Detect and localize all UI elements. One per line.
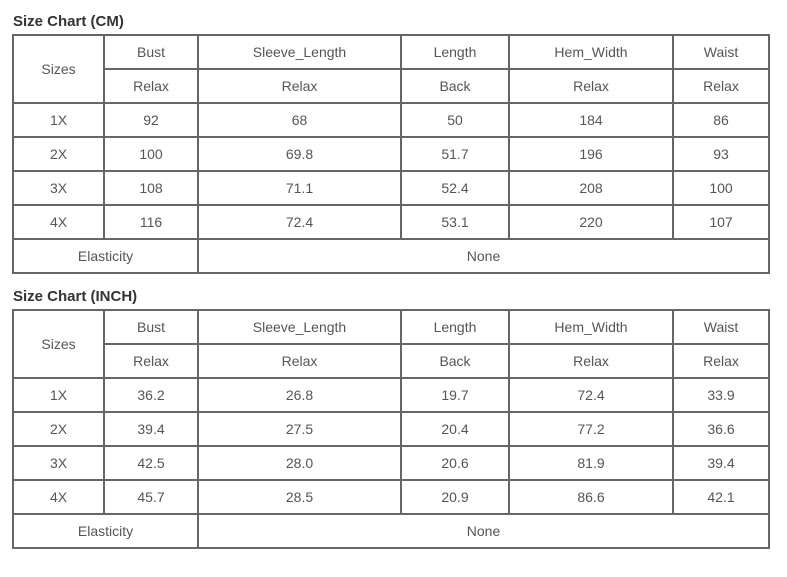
column-subheader-hem-width: Relax [509,344,673,378]
value-cell: 108 [104,171,198,205]
column-header-length: Length [401,35,509,69]
size-chart-inch-table [12,309,770,549]
value-cell: 19.7 [401,378,509,412]
column-header-waist: Waist [673,310,769,344]
size-cell: 3X [13,171,104,205]
column-subheader-length: Back [401,344,509,378]
header-row [13,310,769,344]
sizes-header: Sizes [13,310,104,378]
elasticity-value: None [198,514,769,548]
table-row [13,171,769,205]
value-cell: 27.5 [198,412,401,446]
value-cell: 26.8 [198,378,401,412]
table-row [13,378,769,412]
value-cell: 52.4 [401,171,509,205]
table-row [13,446,769,480]
value-cell: 28.5 [198,480,401,514]
value-cell: 20.6 [401,446,509,480]
subheader-row [13,344,769,378]
column-header-hem-width: Hem_Width [509,35,673,69]
column-header-sleeve-length: Sleeve_Length [198,35,401,69]
value-cell: 72.4 [198,205,401,239]
size-cell: 4X [13,480,104,514]
table-row [13,103,769,137]
column-subheader-sleeve-length: Relax [198,344,401,378]
elasticity-value: None [198,239,769,273]
value-cell: 69.8 [198,137,401,171]
value-cell: 93 [673,137,769,171]
column-subheader-sleeve-length: Relax [198,69,401,103]
column-header-hem-width: Hem_Width [509,310,673,344]
value-cell: 86.6 [509,480,673,514]
size-chart-cm-table [12,34,770,274]
column-subheader-hem-width: Relax [509,69,673,103]
column-header-bust: Bust [104,35,198,69]
value-cell: 81.9 [509,446,673,480]
size-cell: 2X [13,137,104,171]
table-row [13,205,769,239]
value-cell: 184 [509,103,673,137]
elasticity-row [13,514,769,548]
size-chart-inch-title: Size Chart (INCH) [13,288,138,305]
size-cell: 1X [13,103,104,137]
value-cell: 39.4 [104,412,198,446]
column-subheader-length: Back [401,69,509,103]
elasticity-label: Elasticity [13,239,198,273]
value-cell: 36.6 [673,412,769,446]
column-header-length: Length [401,310,509,344]
value-cell: 92 [104,103,198,137]
value-cell: 100 [104,137,198,171]
value-cell: 42.5 [104,446,198,480]
size-cell: 1X [13,378,104,412]
column-header-bust: Bust [104,310,198,344]
value-cell: 39.4 [673,446,769,480]
header-row [13,35,769,69]
value-cell: 28.0 [198,446,401,480]
value-cell: 20.4 [401,412,509,446]
value-cell: 36.2 [104,378,198,412]
size-cell: 4X [13,205,104,239]
value-cell: 20.9 [401,480,509,514]
column-subheader-bust: Relax [104,69,198,103]
value-cell: 42.1 [673,480,769,514]
value-cell: 107 [673,205,769,239]
table-row [13,480,769,514]
value-cell: 196 [509,137,673,171]
value-cell: 100 [673,171,769,205]
value-cell: 72.4 [509,378,673,412]
sizes-header: Sizes [13,35,104,103]
size-chart-cm-title: Size Chart (CM) [13,13,124,30]
value-cell: 71.1 [198,171,401,205]
elasticity-row [13,239,769,273]
value-cell: 68 [198,103,401,137]
elasticity-label: Elasticity [13,514,198,548]
column-subheader-bust: Relax [104,344,198,378]
column-header-sleeve-length: Sleeve_Length [198,310,401,344]
value-cell: 220 [509,205,673,239]
value-cell: 208 [509,171,673,205]
size-cell: 2X [13,412,104,446]
table-row [13,137,769,171]
column-subheader-waist: Relax [673,344,769,378]
value-cell: 116 [104,205,198,239]
value-cell: 77.2 [509,412,673,446]
value-cell: 86 [673,103,769,137]
column-subheader-waist: Relax [673,69,769,103]
value-cell: 45.7 [104,480,198,514]
value-cell: 50 [401,103,509,137]
value-cell: 33.9 [673,378,769,412]
size-cell: 3X [13,446,104,480]
value-cell: 51.7 [401,137,509,171]
value-cell: 53.1 [401,205,509,239]
table-row [13,412,769,446]
subheader-row [13,69,769,103]
column-header-waist: Waist [673,35,769,69]
